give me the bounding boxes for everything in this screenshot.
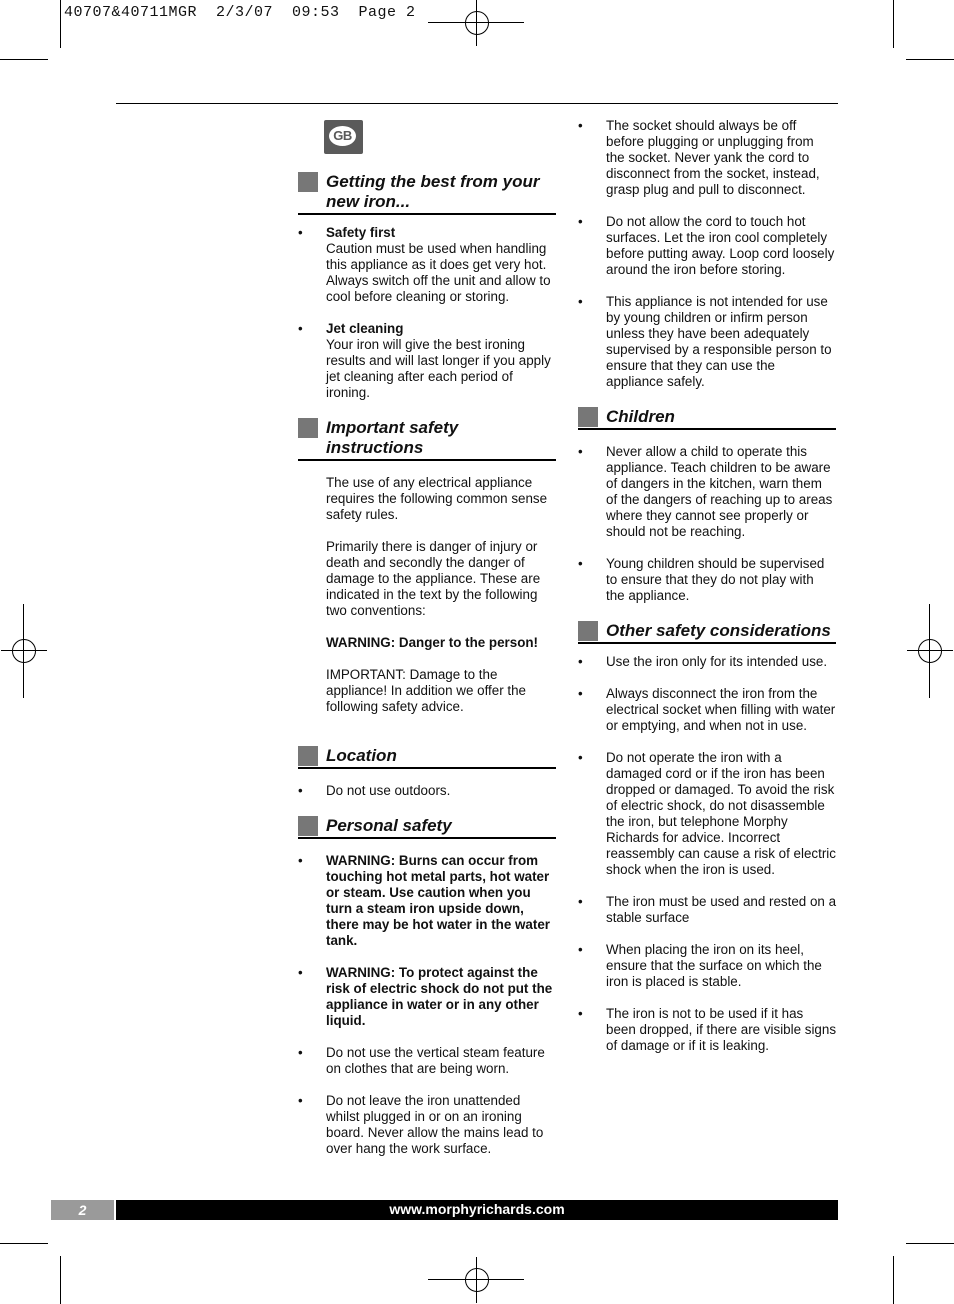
heading-square-icon — [298, 746, 318, 766]
bullet-icon: • — [578, 294, 583, 309]
bullet-icon: • — [298, 853, 303, 868]
warning-convention: WARNING: Danger to the person! — [326, 635, 539, 650]
item-text: When placing the iron on its heel, ensure that the surface on which the iron is placed is stable. — [606, 942, 822, 989]
list-item — [578, 214, 836, 278]
bullet-icon: • — [578, 118, 583, 133]
item-text: Do not use outdoors. — [326, 783, 451, 798]
list-item — [578, 444, 836, 540]
bullet-icon: • — [578, 214, 583, 229]
bullet-icon: • — [578, 750, 583, 765]
list-item — [298, 225, 556, 305]
list-item — [578, 1006, 836, 1054]
gb-badge-label: GB — [329, 126, 356, 146]
bullet-icon: • — [298, 965, 303, 980]
crop-mark — [60, 1256, 61, 1304]
item-text: The socket should always be off before plugging or unplugging from the socket. Never yank the cord to disconnect from the socket, instead, grasp plug and pull to disconnect. — [606, 118, 820, 197]
list-item — [578, 556, 836, 604]
right-column — [578, 118, 836, 1070]
crop-mark — [893, 1256, 894, 1304]
bullet-icon: • — [578, 556, 583, 571]
important-convention: IMPORTANT: Damage to the appliance! In addition we offer the following safety advice. — [326, 667, 527, 714]
crop-mark — [906, 59, 954, 60]
item-text: The iron is not to be used if it has been dropped, if there are visible signs of damage or if it is leaking. — [606, 1006, 837, 1053]
item-text: Do not use the vertical steam feature on clothes that are being worn. — [326, 1045, 545, 1076]
item-text: WARNING: Burns can occur from touching hot metal parts, hot water or steam. Use caution when you turn a steam iron upside down, there may be hot water in the water tank. — [326, 853, 550, 948]
heading-square-icon — [578, 621, 598, 641]
item-text: Do not operate the iron with a damaged cord or if the iron has been dropped or damaged. To avoid the risk of electric shock, do not disassemble the iron, but telephone Morphy Richards for advice. Incorrect reassembly can cause a risk of electric shock when the iron is used. — [606, 750, 836, 877]
print-slug: 40707&40711MGR 2/3/07 09:53 Page 2 — [64, 4, 416, 21]
bullet-icon: • — [298, 321, 303, 336]
list-item — [298, 783, 556, 799]
item-text: Your iron will give the best ironing results and will last longer if you apply jet cleaning after each period of ironing. — [326, 337, 551, 400]
item-text: Do not allow the cord to touch hot surfaces. Let the iron cool completely before putting away. Loop cord loosely around the iron before storing. — [606, 214, 835, 277]
section-heading-important-safety: Important safety instructions — [298, 417, 556, 461]
heading-square-icon — [298, 816, 318, 836]
crop-mark — [893, 0, 894, 48]
bullet-icon: • — [298, 1093, 303, 1108]
heading-square-icon — [578, 407, 598, 427]
item-text: This appliance is not intended for use by young children or infirm person unless they have been adequately supervised by a responsible person to ensure that they can use the appliance safely. — [606, 294, 832, 389]
registration-mark-bottom — [454, 1257, 500, 1303]
bullet-icon: • — [298, 783, 303, 798]
list-item — [578, 118, 836, 198]
list-item — [298, 853, 556, 949]
list-item — [298, 321, 556, 401]
list-item — [578, 654, 836, 670]
left-column — [298, 171, 556, 1173]
list-item — [578, 750, 836, 878]
list-item — [578, 686, 836, 734]
bullet-icon: • — [578, 686, 583, 701]
footer-website-link[interactable]: www.morphyrichards.com — [116, 1200, 838, 1220]
crop-mark — [906, 1243, 954, 1244]
crop-mark — [0, 1243, 48, 1244]
registration-mark-right — [907, 628, 953, 674]
item-text: Never allow a child to operate this appliance. Teach children to be aware of dangers in the kitchen, warn them of the dangers of reaching up to areas where they cannot see properly or should not be reaching. — [606, 444, 833, 539]
item-text: Young children should be supervised to ensure that they do not play with the appliance. — [606, 556, 825, 603]
section-heading-other-safety: Other safety considerations — [578, 620, 836, 644]
registration-mark-top — [454, 0, 500, 46]
item-text: Caution must be used when handling this appliance as it does get very hot. Always switch off the unit and allow to cool before cleaning or storing. — [326, 241, 551, 304]
section-heading-children: Children — [578, 406, 836, 430]
list-item — [298, 1093, 556, 1157]
bullet-icon: • — [578, 894, 583, 909]
item-title: Jet cleaning — [326, 321, 404, 336]
list-item — [578, 894, 836, 926]
list-item — [298, 965, 556, 1029]
section-heading-location: Location — [298, 745, 556, 769]
list-item — [578, 294, 836, 390]
item-text: WARNING: To protect against the risk of electric shock do not put the appliance in water or in any other liquid. — [326, 965, 553, 1028]
bullet-icon: • — [578, 444, 583, 459]
bullet-icon: • — [578, 1006, 583, 1021]
list-item — [578, 942, 836, 990]
item-text: Always disconnect the iron from the electrical socket when filling with water or emptying, and when not in use. — [606, 686, 836, 733]
bullet-icon: • — [298, 1045, 303, 1060]
paragraph: Primarily there is danger of injury or death and secondly the danger of damage to the appliance. These are indicated in the text by the following two conventions: — [326, 539, 541, 618]
page-number: 2 — [51, 1200, 114, 1220]
crop-mark — [929, 604, 930, 698]
section-heading-personal-safety: Personal safety — [298, 815, 556, 839]
crop-mark — [23, 604, 24, 698]
crop-mark — [60, 0, 61, 48]
top-rule — [116, 103, 838, 104]
item-title: Safety first — [326, 225, 396, 240]
bullet-icon: • — [578, 654, 583, 669]
bullet-icon: • — [298, 225, 303, 240]
registration-mark-left — [1, 628, 47, 674]
crop-mark — [0, 59, 48, 60]
list-item — [298, 1045, 556, 1077]
section-heading-getting-best: Getting the best from your new iron... — [298, 171, 556, 215]
item-text: Do not leave the iron unattended whilst plugged in or on an ironing board. Never allow the mains lead to over hang the work surface. — [326, 1093, 544, 1156]
paragraph: The use of any electrical appliance requires the following common sense safety rules. — [326, 475, 548, 522]
item-text: Use the iron only for its intended use. — [606, 654, 828, 669]
heading-square-icon — [298, 172, 318, 192]
heading-square-icon — [298, 418, 318, 438]
bullet-icon: • — [578, 942, 583, 957]
gb-language-badge — [324, 120, 363, 154]
item-text: The iron must be used and rested on a stable surface — [606, 894, 837, 925]
